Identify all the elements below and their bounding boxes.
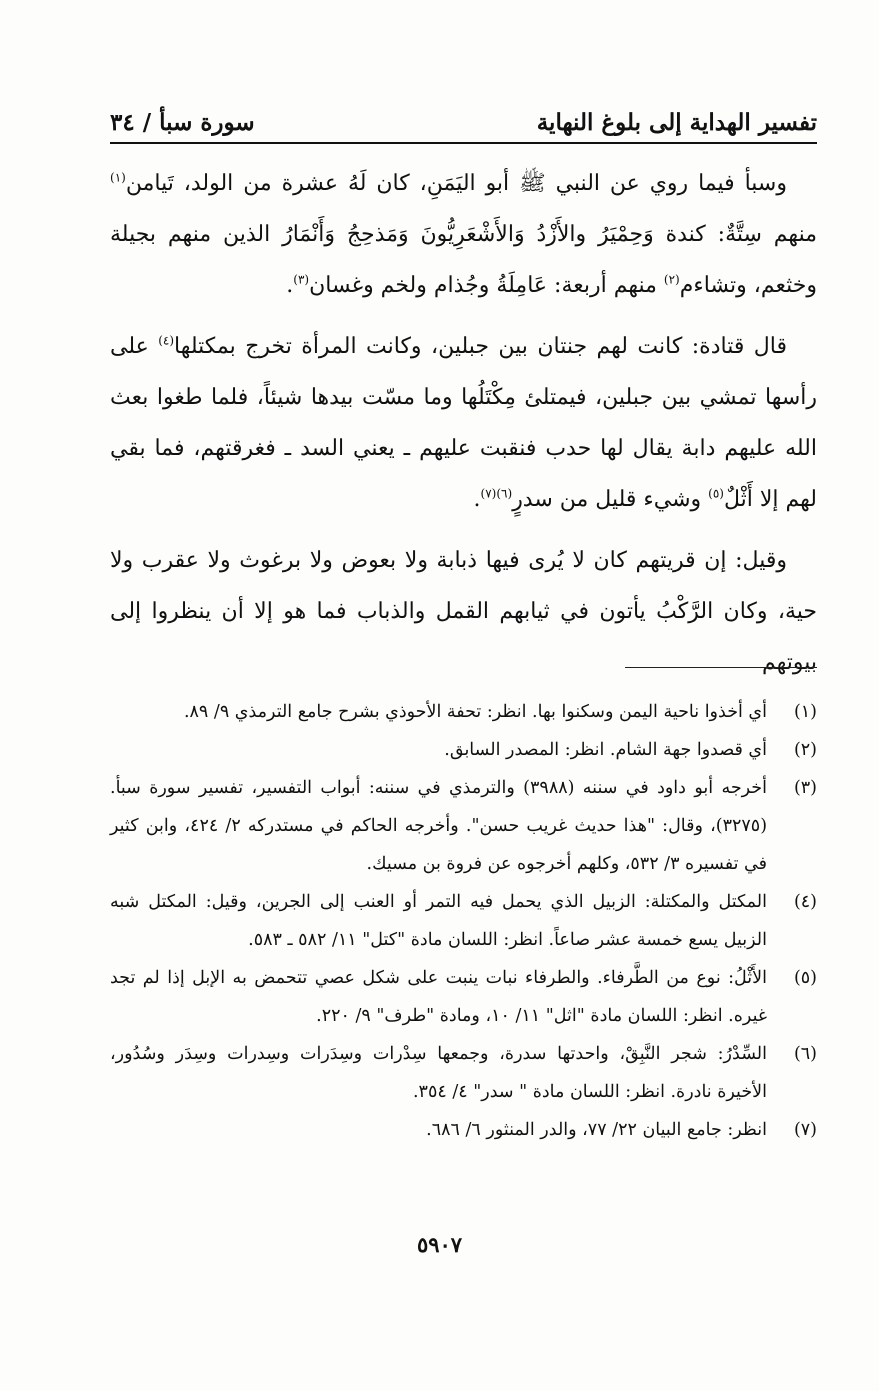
footnote-ref-6-7: (٦)(٧)	[480, 486, 513, 501]
p2-text-d: .	[473, 487, 481, 512]
footnote-text: أي أخذوا ناحية اليمن وسكنوا بها. انظر: تحفة الأحوذي بشرح جامع الترمذي ٩/ ٨٩.	[183, 702, 767, 722]
page-number: ٥٩٠٧	[416, 1232, 463, 1257]
footnote-text: أخرجه أبو داود في سننه (٣٩٨٨) والترمذي في سننه: أبواب التفسير، تفسير سورة سبأ. (٣٢٧٥)، وقال: "هذا حديث غريب حسن". وأخرجه الحاكم في مستدركه ٢/ ٤٢٤، وابن كثير في تفسيره ٣/ ٥٣٢، وكلهم أخرجوه عن فروة بن مسيك.	[110, 778, 768, 874]
footnote-ref-1: (١)	[110, 170, 126, 185]
footnote-text: السِّدْرُ: شجر النَّبِقْ، واحدتها سدرة، وجمعها سِدْرات وسِدَرات وسِدرات وسِدَر وسُدُور، الأخيرة نادرة. انظر: اللسان مادة " سدر" ٤/ ٣٥٤.	[110, 1044, 767, 1102]
footnote-ref-4: (٤)	[158, 333, 175, 348]
paragraph-2	[110, 321, 817, 525]
p1-text-c: منهم أربعة: عَامِلَةُ وجُذام ولخم وغسان	[309, 273, 664, 298]
footnote-ref-2: (٢)	[663, 272, 680, 287]
footnote-number: (١)	[793, 702, 817, 722]
paragraph-3: وقيل: إن قريتهم كان لا يُرى فيها ذبابة ولا بعوض ولا برغوث ولا عقرب ولا حية، وكان الرَّكْبُ يأتون في ثيابهم القمل والذباب فما هو إلا أن ينظروا إلى بيوتهم	[110, 548, 817, 675]
p2-text-c: وشيء قليل من سدرٍ	[512, 487, 709, 512]
footnote-number: (٣)	[793, 778, 817, 798]
p1-text-a: وسبأ فيما روي عن النبي ﷺ أبو اليَمَنِ، كان لَهُ عشرة من الولد، تَيامن	[125, 171, 787, 196]
header-divider	[110, 142, 817, 144]
main-text	[110, 158, 817, 698]
footnote-text: المكتل والمكتلة: الزبيل الذي يحمل فيه التمر أو العنب إلى الجرين، وقيل: المكتل شبه الزبيل يسع خمسة عشر صاعاً. انظر: اللسان مادة "كتل" ١١/ ٥٨٢ ـ ٥٨٣.	[110, 892, 767, 950]
footnote-number: (٦)	[793, 1044, 817, 1064]
footnote-number: (٢)	[793, 740, 817, 760]
footnote-3	[110, 769, 817, 883]
p2-text-b: على رأسها تمشي بين جبلين، فيمتلئ مِكْتَلُها وما مسّت بيدها شيئاً، فلما طغوا بعث الله عليهم دابة يقال لها حدب فنقبت عليهم ـ يعني السد ـ فغرقتهم، فما بقي لهم إلا أَثْلٌ	[110, 334, 817, 512]
footnote-ref-3: (٣)	[293, 272, 310, 287]
footnote-divider	[625, 667, 817, 668]
footnote-number: (٤)	[793, 892, 817, 912]
p2-text-a: قال قتادة: كانت لهم جنتان بين جبلين، وكانت المرأة تخرج بمكتلها	[174, 334, 787, 359]
book-title: تفسير الهداية إلى بلوغ النهاية	[536, 109, 817, 136]
footnote-4	[110, 883, 817, 959]
running-header	[110, 92, 817, 136]
footnote-7	[110, 1111, 817, 1149]
footnote-number: (٥)	[793, 968, 817, 988]
footnote-text: الأَثْلُ: نوع من الطَّرفاء. والطرفاء نبات ينبت على شكل عصي تتحمض به الإبل إذا لم تجد غيره. انظر: اللسان مادة "اثل" ١١/ ١٠، ومادة "طرف" ٩/ ٢٢٠.	[110, 968, 767, 1026]
footnote-6	[110, 1035, 817, 1111]
footnote-number: (٧)	[793, 1120, 817, 1140]
paragraph-1	[110, 158, 817, 311]
p1-text-d: .	[286, 273, 294, 298]
footnote-5	[110, 959, 817, 1035]
footnote-1	[110, 693, 817, 731]
footnote-ref-5: (٥)	[708, 486, 724, 501]
surah-label: سورة سبأ / ٣٤	[110, 109, 255, 136]
footnote-text: أي قصدوا جهة الشام. انظر: المصدر السابق.	[444, 740, 767, 760]
p1-text-b: منهم سِتَّةٌ: كندة وَحِمْيَرُ والأَزْدُ وَالأَشْعَرِيُّونَ وَمَذحِجُ وَأَنْمَارُ الذين منهم بجيلة وخثعم، وتشاءم	[110, 222, 818, 298]
footnote-text: انظر: جامع البيان ٢٢/ ٧٧، والدر المنثور ٦/ ٦٨٦.	[426, 1120, 767, 1140]
footnotes	[110, 693, 817, 1149]
footnote-2	[110, 731, 817, 769]
